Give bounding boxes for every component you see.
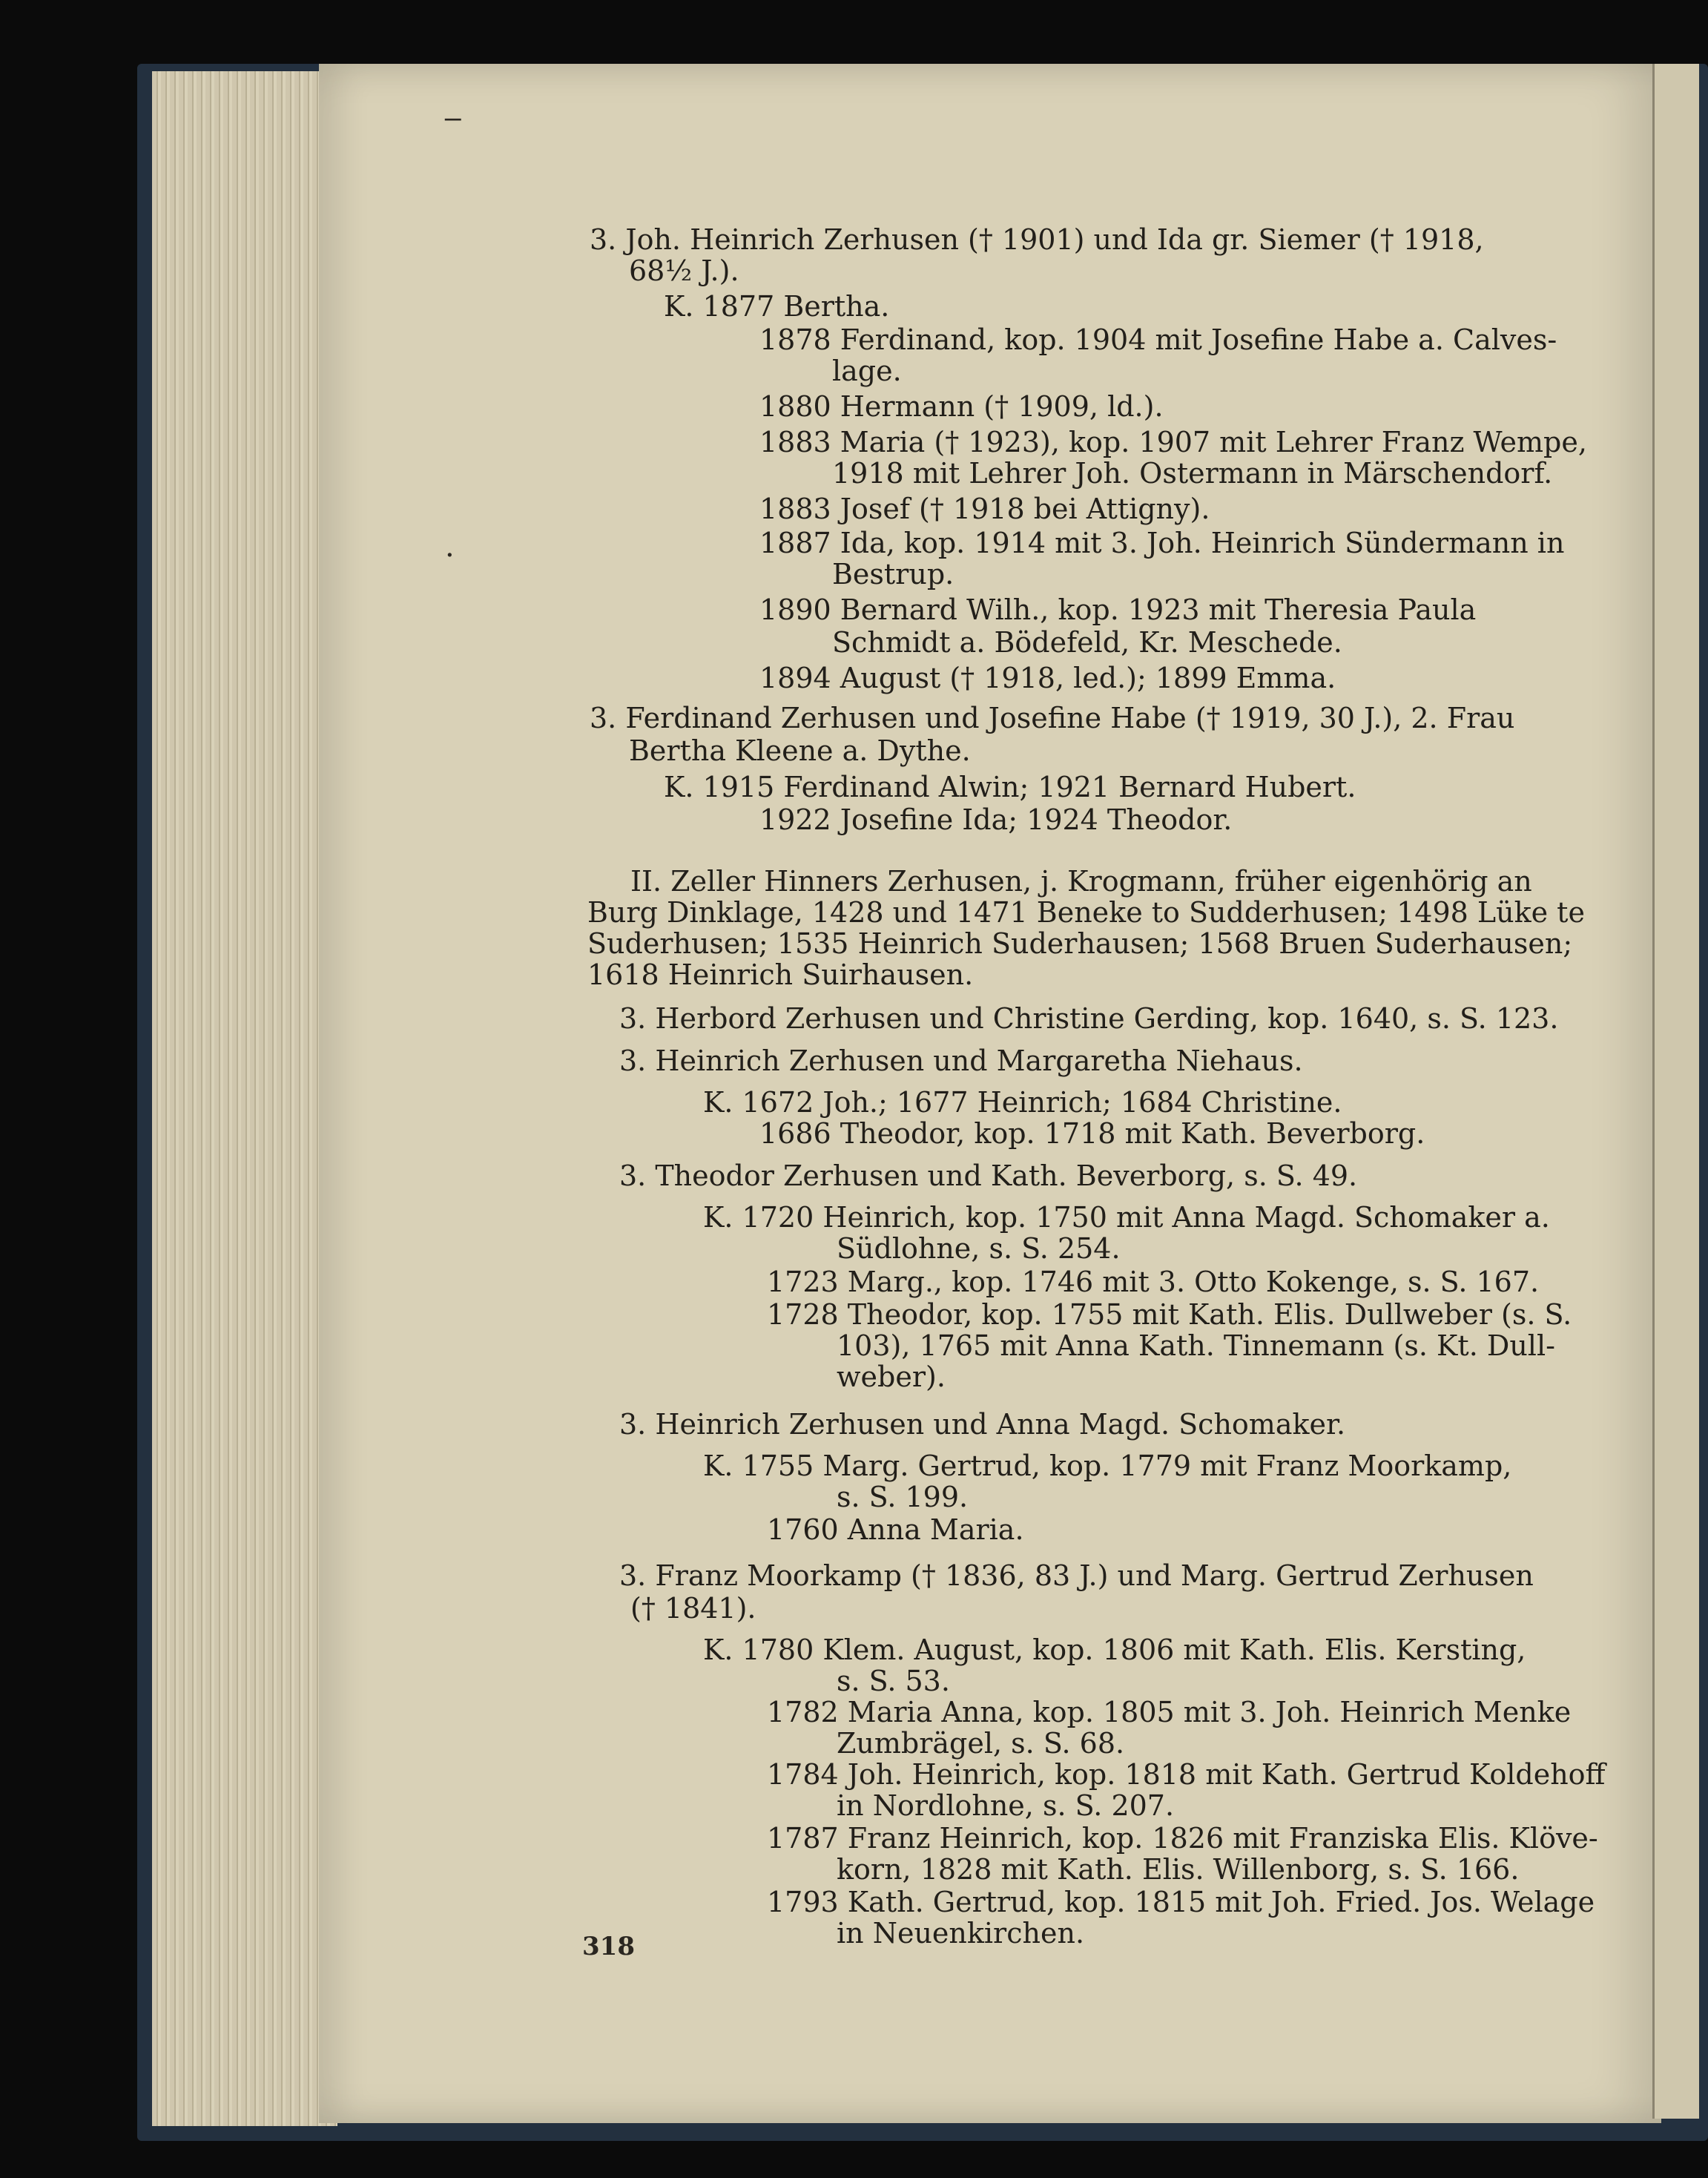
text-line: 3. Ferdinand Zerhusen und Josefine Habe († 1919, 30 J.), 2. Frau bbox=[590, 702, 1515, 734]
text-line: in Neuenkirchen. bbox=[837, 1917, 1085, 1950]
text-line: korn, 1828 mit Kath. Elis. Willenborg, s. S. 166. bbox=[837, 1853, 1520, 1886]
text-line: K. 1755 Marg. Gertrud, kop. 1779 mit Franz Moorkamp, bbox=[703, 1450, 1512, 1482]
next-page-edge bbox=[1652, 64, 1699, 2119]
page-number: 318 bbox=[582, 1932, 635, 1961]
page-edges bbox=[152, 71, 337, 2126]
text-line: 1728 Theodor, kop. 1755 mit Kath. Elis. Dullweber (s. S. bbox=[767, 1298, 1572, 1331]
text-line: K. 1672 Joh.; 1677 Heinrich; 1684 Christine. bbox=[703, 1086, 1342, 1119]
text-line: 1894 August († 1918, led.); 1899 Emma. bbox=[759, 662, 1336, 694]
text-line: Burg Dinklage, 1428 und 1471 Beneke to Sudderhusen; 1498 Lüke te bbox=[587, 896, 1585, 929]
text-line: weber). bbox=[837, 1361, 946, 1393]
text-line: 1723 Marg., kop. 1746 mit 3. Otto Kokenge, s. S. 167. bbox=[767, 1266, 1540, 1298]
text-line: lage. bbox=[832, 355, 902, 387]
text-line: 1787 Franz Heinrich, kop. 1826 mit Franziska Elis. Klöve- bbox=[767, 1822, 1598, 1855]
text-line: 1878 Ferdinand, kop. 1904 mit Josefine Habe a. Calves- bbox=[759, 323, 1557, 356]
text-line: 3. Herbord Zerhusen und Christine Gerding, kop. 1640, s. S. 123. bbox=[619, 1002, 1559, 1035]
text-line: († 1841). bbox=[630, 1592, 756, 1625]
text-line: 1890 Bernard Wilh., kop. 1923 mit Theresia Paula bbox=[759, 593, 1477, 626]
text-line: K. 1877 Bertha. bbox=[664, 290, 890, 323]
text-line: 68½ J.). bbox=[629, 254, 739, 287]
text-line: 1618 Heinrich Suirhausen. bbox=[587, 958, 974, 991]
text-line: K. 1915 Ferdinand Alwin; 1921 Bernard Hubert. bbox=[664, 771, 1356, 803]
text-line: s. S. 199. bbox=[837, 1481, 969, 1513]
text-line: 3. Joh. Heinrich Zerhusen († 1901) und Ida gr. Siemer († 1918, bbox=[590, 223, 1484, 256]
text-line: Zumbrägel, s. S. 68. bbox=[837, 1727, 1125, 1760]
text-line: K. 1780 Klem. August, kop. 1806 mit Kath. Elis. Kersting, bbox=[703, 1634, 1526, 1666]
text-line: 1887 Ida, kop. 1914 mit 3. Joh. Heinrich Sündermann in bbox=[759, 527, 1565, 559]
text-line: 1793 Kath. Gertrud, kop. 1815 mit Joh. Fried. Jos. Welage bbox=[767, 1886, 1595, 1918]
text-line: s. S. 53. bbox=[837, 1665, 950, 1697]
text-line: Schmidt a. Bödefeld, Kr. Meschede. bbox=[832, 626, 1342, 659]
text-line: Bestrup. bbox=[832, 558, 954, 590]
text-line: in Nordlohne, s. S. 207. bbox=[837, 1789, 1175, 1822]
margin-mark: · bbox=[445, 539, 455, 573]
text-line: 1922 Josefine Ida; 1924 Theodor. bbox=[759, 803, 1233, 836]
text-line: II. Zeller Hinners Zerhusen, j. Krogmann, früher eigenhörig an bbox=[630, 865, 1532, 898]
book-page bbox=[319, 64, 1661, 2123]
text-line: 1782 Maria Anna, kop. 1805 mit 3. Joh. Heinrich Menke bbox=[767, 1696, 1572, 1728]
text-line: 1918 mit Lehrer Joh. Ostermann in Märschendorf. bbox=[832, 457, 1553, 490]
text-line: 1883 Josef († 1918 bei Attigny). bbox=[759, 493, 1210, 525]
text-line: 3. Theodor Zerhusen und Kath. Beverborg, s. S. 49. bbox=[619, 1159, 1358, 1192]
text-line: 1883 Maria († 1923), kop. 1907 mit Lehrer Franz Wempe, bbox=[759, 426, 1587, 458]
text-line: 103), 1765 mit Anna Kath. Tinnemann (s. Kt. Dull- bbox=[837, 1329, 1555, 1362]
text-line: Südlohne, s. S. 254. bbox=[837, 1232, 1121, 1265]
text-line: Suderhusen; 1535 Heinrich Suderhausen; 1568 Bruen Suderhausen; bbox=[587, 927, 1573, 960]
text-line: Bertha Kleene a. Dythe. bbox=[629, 734, 971, 767]
text-line: 1880 Hermann († 1909, ld.). bbox=[759, 390, 1164, 423]
text-line: 1784 Joh. Heinrich, kop. 1818 mit Kath. Gertrud Koldehoff bbox=[767, 1758, 1606, 1791]
text-line: K. 1720 Heinrich, kop. 1750 mit Anna Magd. Schomaker a. bbox=[703, 1201, 1550, 1234]
text-line: 3. Franz Moorkamp († 1836, 83 J.) und Marg. Gertrud Zerhusen bbox=[619, 1559, 1534, 1592]
text-line: 3. Heinrich Zerhusen und Anna Magd. Schomaker. bbox=[619, 1408, 1346, 1441]
text-line: 1686 Theodor, kop. 1718 mit Kath. Beverborg. bbox=[759, 1117, 1425, 1150]
text-line: 1760 Anna Maria. bbox=[767, 1513, 1024, 1546]
text-line: 3. Heinrich Zerhusen und Margaretha Niehaus. bbox=[619, 1044, 1303, 1077]
margin-mark: ‒ bbox=[444, 101, 463, 135]
page-text bbox=[319, 64, 1661, 2123]
